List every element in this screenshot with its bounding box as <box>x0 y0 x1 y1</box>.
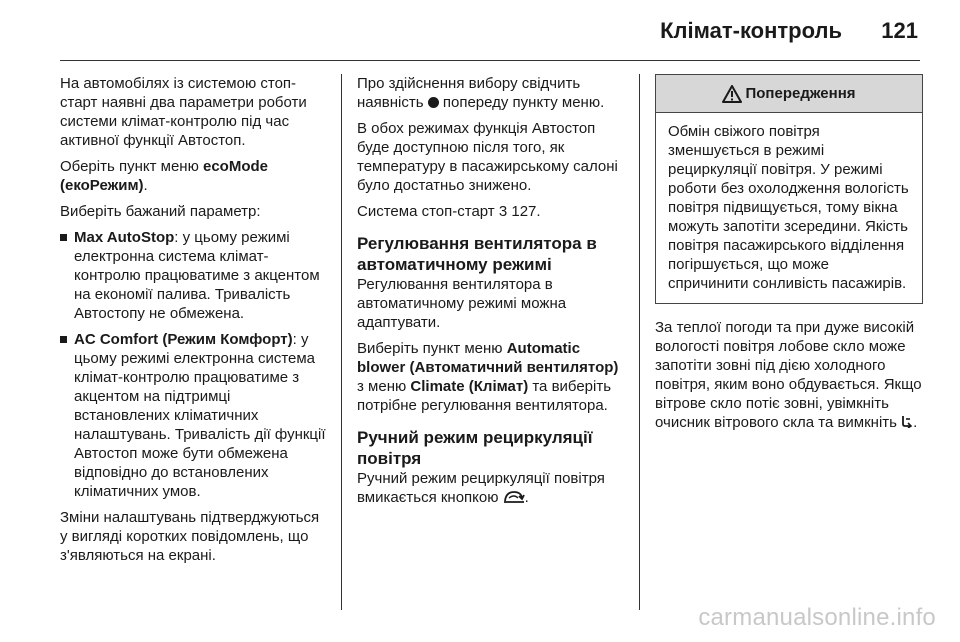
list-item-ac-comfort: AC Comfort (Режим Комфорт): у цьому режимі електронна система клімат-контролю працюватиме з акцентом на підтримці встановлених кліматичних налаштувань. Тривалість дії функції Автостоп може бути обмежена відповідно до встановлених кліматичних умов. <box>60 330 330 501</box>
climate-menu-item: Climate (Клімат) <box>410 378 529 395</box>
recirculation-description: Ручний режим рециркуляції повітря вмикається кнопкою . <box>357 470 605 506</box>
auto-blower-description: Регулювання вентилятора в автоматичному режимі можна адаптувати. <box>357 276 567 331</box>
recirculation-off-icon <box>901 415 913 428</box>
ecomode-menu-item: ecoMode (екоРежим) <box>60 158 269 194</box>
autostop-availability-text: В обох режимах функція Автостоп буде доступною після того, як температуру в пасажирському салоні було достатньо знижено. <box>357 120 618 194</box>
column-2 <box>357 74 627 514</box>
column-1 <box>60 74 330 572</box>
header-divider <box>60 60 920 61</box>
warning-triangle-icon <box>722 85 742 103</box>
column-divider-2 <box>639 74 640 610</box>
section-heading-recirculation: Ручний режим рециркуляції повітря <box>357 428 593 468</box>
page-reference: 3 127. <box>498 203 541 220</box>
warning-title: Попередження <box>745 85 856 102</box>
automatic-blower-menu-item: Automatic blower (Автоматичний вентилятор) <box>357 340 619 376</box>
settings-change-note: Зміни налаштувань підтверджуються у вигляді коротких повідомлень, що з'являються на екрані. <box>60 509 320 564</box>
fogging-advice: За теплої погоди та при дуже високій вологості повітря лобове скло може запотіти зовні під дією холодного повітря, яким воно обдувається. Якщо вітрове скло потіє зовні, увімкніть очисник вітрового скла та вимкніть . <box>655 319 922 431</box>
column-divider-1 <box>341 74 342 610</box>
menu-instruction: Оберіть пункт меню ecoMode (екоРежим). <box>60 158 269 194</box>
auto-blower-instruction: Виберіть пункт меню Automatic blower (Автоматичний вентилятор) з меню Climate (Клімат) та виберіть потрібне регулювання вентилятора. <box>357 340 619 414</box>
watermark: carmanualsonline.info <box>698 604 936 631</box>
warning-header <box>656 75 922 113</box>
section-heading-auto-blower: Регулювання вентилятора в автоматичному режимі <box>357 234 597 274</box>
warning-text: Обмін свіжого повітря зменшується в режимі рециркуляції повітря. У режимі роботи без охолодження вологість повітря підвищується, тому вікна можуть запотіти зсередини. Якість повітря пасажирського відділення погіршується, що може спричинити сонливість пасажирів. <box>668 123 909 292</box>
column-3 <box>655 74 923 439</box>
select-parameter-text: Виберіть бажаний параметр: <box>60 203 261 220</box>
page-title: Клімат-контроль <box>660 18 842 43</box>
selection-indicator-text: Про здійснення вибору свідчить наявність попереду пункту меню. <box>357 75 605 111</box>
recirculation-icon <box>503 490 525 504</box>
list-item-max-autostop: Max AutoStop: у цьому режимі електронна система клімат-контролю працюватиме з акцентом на економії палива. Тривалість Автостопу не обмежена. <box>60 228 330 323</box>
page-number: 121 <box>881 18 918 43</box>
stop-start-reference: Система стоп-старт 3 127. <box>357 203 541 220</box>
page-header <box>0 0 960 62</box>
selected-dot-icon <box>428 97 439 108</box>
intro-paragraph: На автомобілях із системою стоп-старт наявні два параметри роботи системи клімат-контролю під час активної функції Автостоп. <box>60 75 307 149</box>
warning-box <box>655 74 923 304</box>
